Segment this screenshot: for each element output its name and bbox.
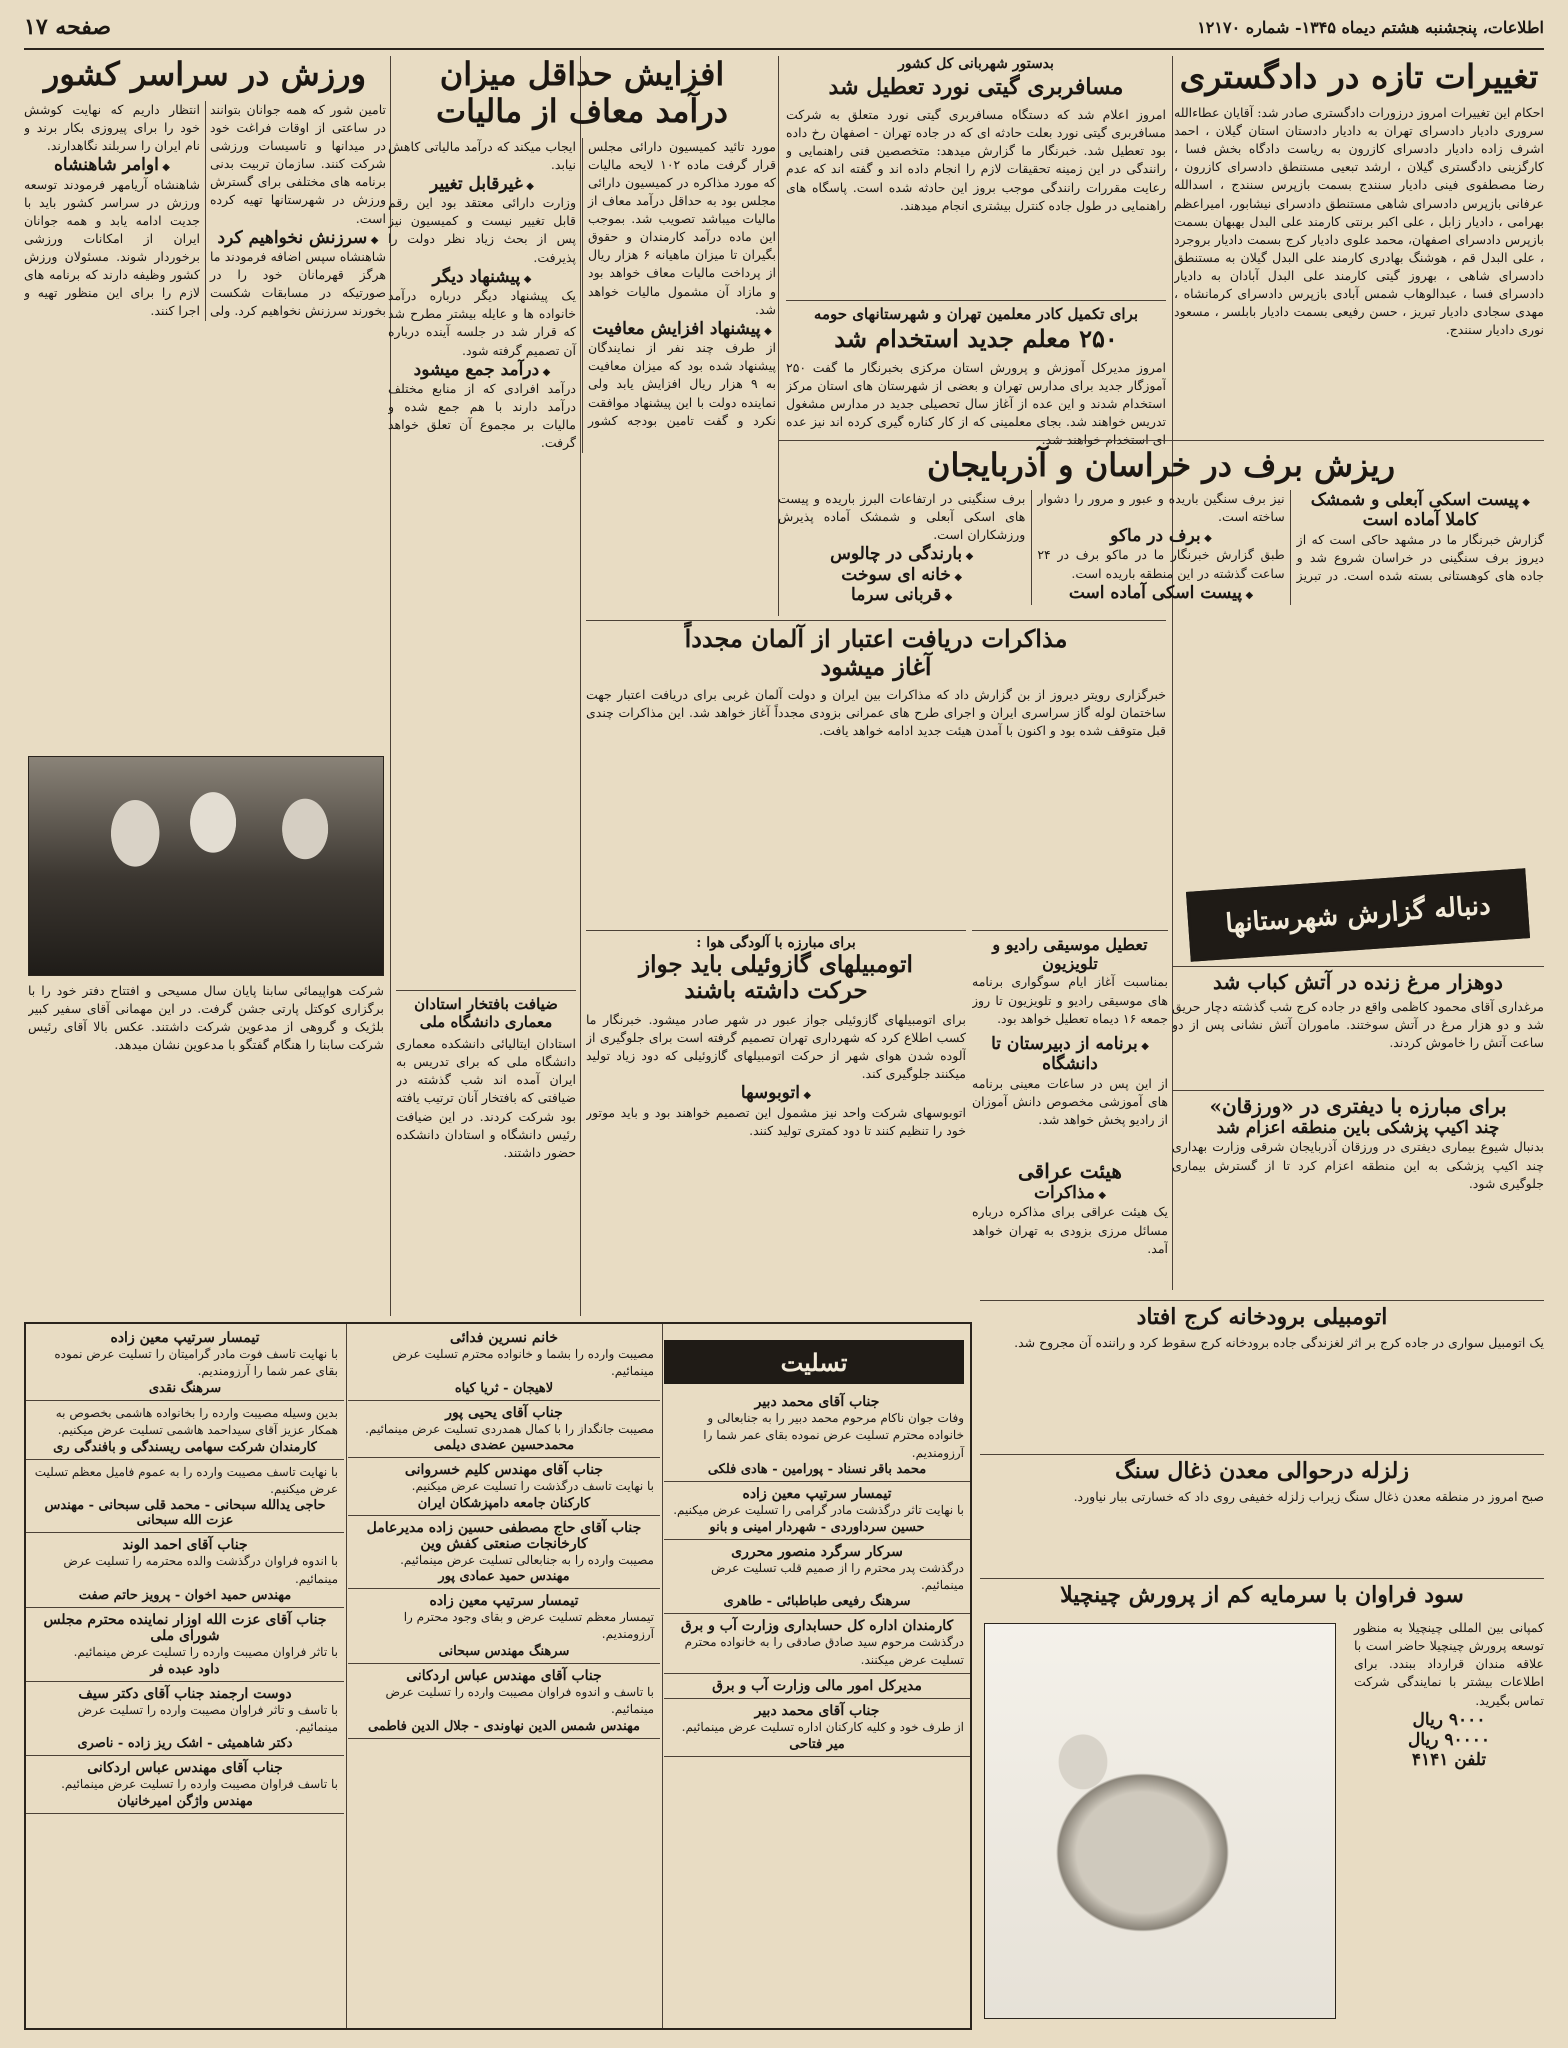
headline: ریزش برف در خراسان و آذربایجان (926, 446, 1396, 484)
article-body: گزارش خبرنگار ما در مشهد حاکی است که از دیروز برف سنگینی در خراسان شروع شد و جاده های کوهستانی بسته شده است. در تبریز نیز برف سنگین باریده و عبور و مرور را دشوار ساخته است. (1037, 490, 1544, 583)
article-cars (586, 930, 966, 1310)
notice-body: با تاسف و تاثر فراوان مصیبت وارده را تسلیت عرض مینمائیم. (77, 1702, 338, 1734)
article-body: کمپانی بین المللی چینچیلا به منظور توسعه پرورش چینچیلا حاضر است با علاقه مندان قرارداد ببندد. برای اطلاعات بیشتر با نمایندگی شرکت تماس بگیرید. (1354, 1620, 1544, 1708)
condolence-notice (664, 1674, 970, 1699)
article-body: امروز اعلام شد که دستگاه مسافربری گیتی نورد متعلق به شرکت مسافربری گیتی نورد بعلت حادثه ای که در جاده تهران - اصفهان رخ داده بود تعطیل شد. خبرنگار ما گزارش میدهد: متخصصین فنی راهنمایی و رانندگی در این زمینه تحقیقات لازم را انجام داده اند و گفته اند که عدم رعایت مقررات رانندگی موجب بروز این حادثه شده است. پاسگاه های راهنمایی در طول جاده کنترل بیشتری انجام میدهند. (786, 107, 1166, 213)
notice-title: سرکار سرگرد منصور محرری (731, 1543, 903, 1560)
page-header (24, 14, 1544, 50)
page-number: صفحه ۱۷ (24, 14, 112, 40)
article-body: برف سنگینی در ارتفاعات البرز باریده و پیست های اسکی آبعلی و شمشک آماده پذیرش ورزشکاران است. (778, 490, 1026, 543)
article-body: تامین شور که همه جوانان بتوانند در ساعتی از اوقات فراغت خود در میدانها و تاسیسات ورزشی شرکت کنند. سازمان تربیت بدنی برنامه های مختلفی برای گسترش ورزش در شهرستانها تهیه کرده است. (210, 101, 386, 226)
headline: ۲۵۰ معلم جدید استخدام شد (834, 324, 1118, 353)
notice-body: با اندوه فراوان درگذشت والده محترمه را تسلیت عرض مینمائیم. (63, 1554, 338, 1586)
article-quake (980, 1454, 1544, 1574)
headline-line1: افزایش حداقل میزان (439, 56, 725, 93)
article-body: مورد تائید کمیسیون دارائی مجلس قرار گرفت ماده ۱۰۲ لایحه مالیات که مورد مذاکره در کمیسیون دارائی مجلس بود به حداقل درآمد معاف از مالیات میباشد تصویب شد. بموجب این ماده درآمد کارمندان و حقوق بگیران تا میزان ماهیانه ۶ هزار ریال از پرداخت مالیات معاف خواهد بود و مازاد آن مشمول مالیات خواهد شد. (588, 138, 776, 317)
article-body: از طرف چند نفر از نمایندگان پیشنهاد شده بود که میزان معافیت به ۹ هزار ریال افزایش یابد ولی نماینده دولت با این پیشنهاد موافقت نکرد و گفت تامین بودجه کشور ایجاب میکند که درآمد مالیاتی کاهش نیابد. (388, 138, 776, 428)
provinces-banner: دنباله گزارش شهرستانها (1186, 868, 1530, 962)
notice-title: تیمسار سرتیپ معین زاده (429, 1592, 579, 1609)
kicker: برای مبارزه با آلودگی هوا : (696, 935, 856, 951)
kicker: برای تکمیل کادر معلمین تهران و شهرستانهای حومه (813, 305, 1139, 323)
notice-signature: حسین سرداوردی - شهردار امینی و بانو (709, 1519, 925, 1535)
condolence-notice (348, 1326, 660, 1401)
headline: برای مبارزه با دیفتری در «ورزقان» (1209, 1094, 1507, 1118)
notice-signature: حاجی یدالله سبحانی - محمد قلی سبحانی - مهندس عزت الله سبحانی (44, 1498, 326, 1529)
notice-body: با نهایت تاثر درگذشت مادر گرامی را تسلیت عرض میکنیم. (673, 1503, 964, 1518)
article-university (396, 990, 576, 1310)
subhead: ◆ برنامه از دبیرستان تا دانشگاه (972, 1028, 1168, 1075)
subhead: ◆ پیشنهاد افزایش معافیت (588, 319, 776, 339)
article-snow (778, 440, 1544, 870)
column-rule (346, 1324, 347, 2028)
condolence-notice (26, 1401, 344, 1460)
article-body: اتوبوسهای شرکت واحد نیز مشمول این تصمیم خواهند بود و باید موتور خود را تنظیم کنند تا دود کمتری تولید کنند. (586, 1104, 966, 1138)
headline: مسافربری گیتی نورد تعطیل شد (828, 73, 1124, 100)
notice-signature: لاهیجان - ثریا کیاه (454, 1380, 554, 1396)
headline-line2: درآمد معاف از مالیات (436, 91, 728, 130)
notice-signature: میر فتاحی (789, 1736, 845, 1752)
notice-title: جناب آقای یحیی پور (445, 1404, 563, 1421)
article-body: از این پس در ساعات معینی برنامه های آموزشی مخصوص دانش آموزان از رادیو پخش خواهد شد. (972, 1075, 1168, 1127)
notice-title: جناب آقای محمد دبیر (754, 1394, 880, 1410)
headline-line1: اتومبیلهای گازوئیلی باید جواز (639, 950, 913, 978)
notice-signature: مهندس حمید اخوان - پرویز حاتم صفت (78, 1588, 292, 1604)
article-body: خبرگزاری رویتر دیروز از بن گزارش داد که مذاکرات بین ایران و دولت آلمان غربی برای دریافت اعتبار جهت ساختمان لوله گاز سراسری ایران و اجرای طرح های عمرانی بزودی مجدداً آغاز خواهد شد. این مذاکرات چندی قبل متوقف شده بود و اکنون با آمدن هیئت جدید ادامه خواهد یافت. (586, 687, 1166, 739)
notice-title: جناب آقای حاج مصطفی حسین زاده مدیرعامل کارخانجات صنعتی کفش وین (366, 1519, 642, 1552)
condolence-notice (348, 1664, 660, 1739)
notice-body: درگذشت مرحوم سید صادق صادقی را به خانواده محترم تسلیت عرض میکنند. (684, 1635, 964, 1667)
subhead: ◆ خانه ای سوخت (778, 565, 1025, 585)
condolence-column-middle (348, 1326, 660, 2026)
notice-title: جناب آقای مهندس عباس اردکانی (406, 1667, 602, 1684)
article-fire (1172, 966, 1544, 1086)
article-courts (1174, 56, 1544, 436)
condolence-notice (348, 1458, 660, 1515)
headline: تعطیل موسیقی رادیو و تلویزیون (992, 935, 1148, 974)
notice-signature: سرهنگ مهندس سبحانی (438, 1643, 570, 1659)
subhead: ◆ بارندگی در چالوس (778, 544, 1025, 564)
notice-body: با تاسف فراوان مصیبت وارده را تسلیت عرض مینمائیم. (61, 1777, 338, 1792)
notice-title: جناب آقای محمد دبیر (754, 1703, 880, 1720)
article-body: احکام این تغییرات امروز درزورات دادگستری صادر شد: آقایان عطاءالله سروری دادیار دادسرای تهران به دادیار دادستان استان گیلان ، احمد اشرف زاده دادیار دادسرای کازرون به ریاست دادگاه بخش فسا ، کارگزینی دادگستری گیلان ، ارشد تبعیی مستنطق دادسرای کازرون ، رضا مصطفوی فینی دادیار سنندج بسمت بازپرس سنندج ، اسدالله عرفانی بازپرس دادسرای شاهی مستنطق دادسرای نیشابور، امیراعظم بهرامی ، دادیار زابل ، علی اکبر برنتی کارمند علی البدل بهبهان بسمت بازپرس دادسرای اصفهان، محمد علوی دادیار کرج بسمت دادیار بروجرد ، علی البدل قم ، هوشنگ بهادری کارمند علی البدل گیلان به مستنطق دادسرای شاهی ، بهروز گیتی کارمند علی البدل آبادان به دادیار دادسرای فسا ، عبدالوهاب شمس آبادی بازپرس دادسرای کرمانشاه ، مهدی سجادی دادیار تبریز ، حسن رفیعی بسمت دادیار بابلسر ، مسعود نوری دادیار سنندج. (1174, 104, 1544, 338)
article-body: استادان ایتالیائی دانشکده معماری دانشگاه ملی که برای تدریس به ایران آمده اند شب گذشته در ضیافتی که بافتخار آنان ترتیب یافته بود شرکت کردند. در این ضیافت رئیس دانشگاه و استادان دانشکده حضور داشتند. (396, 1036, 576, 1160)
notice-signature: کارکنان جامعه دامپزشکان ایران (417, 1495, 591, 1511)
masthead-line: اطلاعات، پنجشنبه هشتم دیماه ۱۳۴۵- شماره ۱۲۱۷۰ (1197, 18, 1544, 37)
notice-signature: محمد باقر نسناد - پورامین - هادی فلکی (707, 1462, 927, 1478)
kicker: بدستور شهربانی کل کشور (898, 56, 1054, 72)
subhead: ◆ پیشنهاد دیگر (388, 267, 576, 287)
headline: زلزله درحوالی معدن ذغال سنگ (1115, 1458, 1409, 1484)
headline: سود فراوان با سرمایه کم از پرورش چینچیلا (1060, 1582, 1464, 1608)
condolence-column-left (26, 1326, 344, 2026)
article-tax (388, 56, 776, 616)
condolence-notice (348, 1516, 660, 1589)
notice-body: مصیبت وارده را بشما و خانواده محترم تسلیت عرض مینمائیم. (392, 1347, 654, 1379)
article-body: صبح امروز در منطقه معدن ذغال سنگ زیراب زلزله خفیفی روی داد که خسارتی ببار نیاورد. (1073, 1489, 1544, 1505)
subhead: ◆ اوامر شاهنشاه (24, 155, 200, 175)
notice-signature: مهندس شمس الدین نهاوندی - جلال الدین فاطمی (367, 1718, 641, 1734)
notice-body: تیمسار معظم تسلیت عرض و بقای وجود محترم را آرزومندیم. (403, 1609, 654, 1642)
condolence-notice (26, 1326, 344, 1401)
subhead: ◆ پیست اسکی آماده است (1037, 583, 1284, 603)
article-chinchilla (980, 1578, 1544, 2028)
condolence-notice (26, 1533, 344, 1608)
condolence-column-right (664, 1390, 970, 2026)
article-columns (388, 138, 776, 453)
article-body: بدنبال شیوع بیماری دیفتری در ورزقان آذربایجان شرقی وزارت بهداری چند اکیپ پزشکی به این منطقه اعزام کرد تا از گسترش بیماری جلوگیری شود. (1172, 1139, 1544, 1191)
notice-body: وفات جوان ناکام مرحوم محمد دبیر را به جنابعالی و خانواده محترم تسلیت عرض نموده بقای عمر شما را آرزومندیم. (703, 1411, 964, 1460)
notice-signature: مهندس واژگن امیرخانیان (117, 1793, 253, 1809)
column-rule (662, 1324, 663, 2028)
ad-text (1354, 1619, 1544, 2019)
article-body: امروز مدیرکل آموزش و پرورش استان مرکزی بخبرنگار ما گفت ۲۵۰ آموزگار جدید برای مدارس تهران و بعضی از شهرستان های استان مرکز استخدام شدند و این عده از آغاز سال تحصیلی جدید در مدارس مشغول تدریس خواهند شد. بجای معلمینی که از کار کناره گیری کرده اند نیز عده ای استخدام خواهند شد. (786, 359, 1166, 448)
condolence-notice (26, 1460, 344, 1534)
condolence-notice (348, 1401, 660, 1458)
subhead: ◆ برف در ماکو (1037, 526, 1284, 546)
notice-signature: کارمندان شرکت سهامی ریسندگی و بافندگی ری (53, 1439, 317, 1455)
article-diphtheria (1172, 1090, 1544, 1290)
notice-body: با تاثر فراوان مصیبت وارده را تسلیت عرض مینمائیم. (73, 1645, 338, 1660)
notice-signature: مهندس حمید عمادی پور (438, 1568, 570, 1584)
article-columns (24, 101, 386, 321)
notice-signature: داود عبده فر (150, 1661, 220, 1677)
subhead: چند اکیپ پزشکی باین منطقه اعزام شد (1216, 1118, 1500, 1138)
condolence-notice (348, 1589, 660, 1664)
notice-signature: سرهنگ نقدی (148, 1380, 222, 1396)
headline: ضیافت بافتخار استادان معماری دانشگاه ملی (414, 995, 558, 1031)
headline: دوهزار مرغ زنده در آتش کباب شد (1213, 970, 1503, 994)
notice-body: درگذشت پدر محترم را از صمیم قلب تسلیت عرض مینمائیم. (711, 1560, 964, 1592)
condolence-notice (664, 1540, 970, 1615)
notice-title: جناب آقای مهندس عباس اردکانی (87, 1760, 283, 1777)
notice-body: مصیبت جانگداز را با کمال همدردی تسلیت عرض مینمائیم. (365, 1421, 654, 1436)
phone: تلفن ۴۱۴۱ (1411, 1750, 1487, 1771)
article-accident (980, 1300, 1544, 1450)
article-iraq (972, 1160, 1168, 1310)
subhead: ◆ درآمد جمع میشود (388, 360, 576, 380)
condolence-notice (26, 1756, 344, 1813)
chinchilla-photo (984, 1623, 1336, 2019)
notice-body: از طرف خود و کلیه کارکنان اداره تسلیت عرض مینمائیم. (681, 1720, 964, 1735)
headline-line1: مذاکرات دریافت اعتبار از آلمان مجدداً (684, 624, 1068, 653)
condolence-notice (664, 1614, 970, 1674)
article-body: طبق گزارش خبرنگار ما در ماکو برف در ۲۴ ساعت گذشته در این منطقه باریده است. (1037, 547, 1285, 581)
notice-title: جناب آقای مهندس کلیم خسروانی (404, 1462, 604, 1479)
price: ۹۰۰۰ ریال (1412, 1709, 1486, 1730)
condolence-notice (26, 1682, 344, 1757)
condolence-header: تسلیت (664, 1340, 964, 1384)
notice-title: تیمسار سرتیپ معین زاده (742, 1486, 892, 1503)
subhead: ◆ قربانی سرما (778, 585, 1025, 605)
condolence-notice (664, 1482, 970, 1539)
article-body: برای اتومبیلهای گازوئیلی جواز عبور در شهر صادر میشود. خبرنگار ما کسب اطلاع کرد که شهرداری تهران تصمیم گرفته است برای جلوگیری از آلوده شدن هوای شهر از حرکت اتومبیلهای گازوئیلی که دود زیاد تولید میکنند جلوگیری کند. (586, 1011, 966, 1082)
article-body: مرغداری آقای محمود کاظمی واقع در جاده کرج شب گذشته دچار حریق شد و دو هزار مرغ در آتش سوختند. ماموران آتش نشانی پس از دو ساعت آتش را خاموش کردند. (1172, 999, 1544, 1051)
article-body: وزارت دارائی معتقد بود این رقم قابل تغییر نیست و کمیسیون نیز پس از بحث زیاد نظر دولت را پذیرفت. (388, 195, 576, 265)
headline: اتومبیلی برودخانه کرج افتاد (1136, 1304, 1388, 1330)
notice-body: با نهایت تاسف درگذشت را تسلیت عرض میکنیم. (411, 1479, 654, 1494)
article-sport (24, 56, 386, 756)
article-body: یک پیشنهاد دیگر درباره درآمد خانواده ها و عایله بیشتر مطرح شد که قرار شد در جلسه آینده درباره آن تصمیم گرفته شود. (388, 288, 576, 358)
notice-title: کارمندان اداره کل حسابداری وزارت آب و برق (680, 1618, 954, 1635)
price: ۹۰۰۰۰ ریال (1407, 1730, 1491, 1751)
subhead: ◆ سرزنش نخواهیم کرد (210, 228, 386, 248)
article-traffic (786, 56, 1166, 296)
notice-title: تیمسار سرتیپ معین زاده (110, 1330, 260, 1346)
article-body: یک اتومبیل سواری در جاده کرج بر اثر لغزندگی جاده برودخانه کرج سقوط کرد و راننده آن مجروح شد. (1014, 1335, 1544, 1351)
photo-caption: شرکت هواپیمائی سابنا پایان سال مسیحی و افتتاح دفتر خود را با برگزاری کوکتل پارتی جشن گرفت. در این مهمانی آقای سفیر کبیر بلژیک و گروهی از مدعوین شرکت داشتند. عکس بالا آقای رئیس شرکت سابنا را هنگام گفتگو با مدعوین نشان میدهد. (28, 983, 384, 1053)
notice-signature: دکتر شاهمیثی - اشک ریز زاده - ناصری (77, 1736, 293, 1752)
article-columns (778, 490, 1544, 606)
headline: هیئت عراقی (1018, 1160, 1122, 1183)
article-body: یک هیئت عراقی برای مذاکره درباره مسائل مرزی بزودی به تهران خواهد آمد. (972, 1204, 1168, 1256)
subhead: ◆ اتوبوسها (586, 1083, 966, 1103)
subhead: ◆ مذاکرات (972, 1183, 1168, 1203)
notice-title: مدیرکل امور مالی وزارت آب و برق (712, 1678, 922, 1695)
headline: ورزش در سراسر کشور (43, 56, 367, 93)
notice-body: با نهایت تاسف فوت مادر گرامیتان را تسلیت عرض نموده بقای عمر شما را آرزومندیم. (54, 1347, 338, 1379)
notice-signature: محمدحسین عضدی دیلمی (433, 1438, 575, 1454)
notice-body: مصیبت وارده را به جنابعالی تسلیت عرض مینمائیم. (400, 1552, 654, 1567)
article-body: شاهنشاه سپس اضافه فرمودند ما هرگز قهرمانان خود را در صورتیکه در مسابقات شکست بخورند سرزنش نخواهیم کرد. ولی انتظار داریم که نهایت کوشش خود را برای پیروزی بکار برند و نام ایران را سربلند نگاهدارند. (24, 101, 386, 319)
subhead: ◆ پیست اسکی آبعلی و شمشک کاملا آماده است (1297, 490, 1544, 531)
notice-body: با نهایت تاسف مصیبت وارده را به عموم فامیل معظم تسلیت عرض میکنیم. (34, 1464, 338, 1496)
article-body: درآمد افرادی که از منابع مختلف درآمد دارند با هم جمع شده و مالیات بر مجموع آن تعلق خواهد گرفت. (388, 381, 576, 451)
condolence-notice (664, 1390, 970, 1482)
event-photo (28, 756, 384, 976)
notice-title: جناب آقای عزت الله اوزار نماینده محترم مجلس شورای ملی (43, 1612, 327, 1645)
notice-body: بدین وسیله مصیبت وارده را بخانواده هاشمی بخصوص به همکار عزیز آقای سیداحمد هاشمی تسلیت عرض میکنیم. (55, 1405, 338, 1438)
headline-line2: آغاز میشود (820, 651, 932, 681)
notice-title: دوست ارجمند جناب آقای دکتر سیف (78, 1685, 292, 1702)
article-body: بمناسبت آغاز ایام سوگواری برنامه های موسیقی رادیو و تلویزیون تا روز جمعه ۱۶ دیماه تعطیل خواهد بود. (972, 974, 1168, 1026)
headline: تغییرات تازه در دادگستری (1179, 57, 1539, 96)
condolence-notice (664, 1699, 970, 1756)
condolence-notice (26, 1608, 344, 1681)
headline-line2: حرکت داشته باشند (684, 977, 868, 1005)
notice-signature: سرهنگ رفیعی طباطبائی - طاهری (723, 1594, 911, 1610)
notice-body: با تاسف و اندوه فراوان مصیبت وارده را تسلیت عرض مینمائیم. (385, 1684, 654, 1717)
notice-title: خانم نسرین فدائی (449, 1330, 559, 1346)
article-body: شاهنشاه آریامهر فرمودند توسعه ورزش در سراسر کشور باید با جدیت ادامه یابد و همه جوانان ایران از امکانات ورزشی برخوردار شوند. مسئولان ورزش کشور وظیفه دارند که برنامه های لازم را برای این منظور تهیه و اجرا کنند. (24, 176, 200, 319)
notice-title: جناب آقای احمد الوند (122, 1537, 248, 1554)
subhead: ◆ غیرقابل تغییر (388, 174, 576, 194)
